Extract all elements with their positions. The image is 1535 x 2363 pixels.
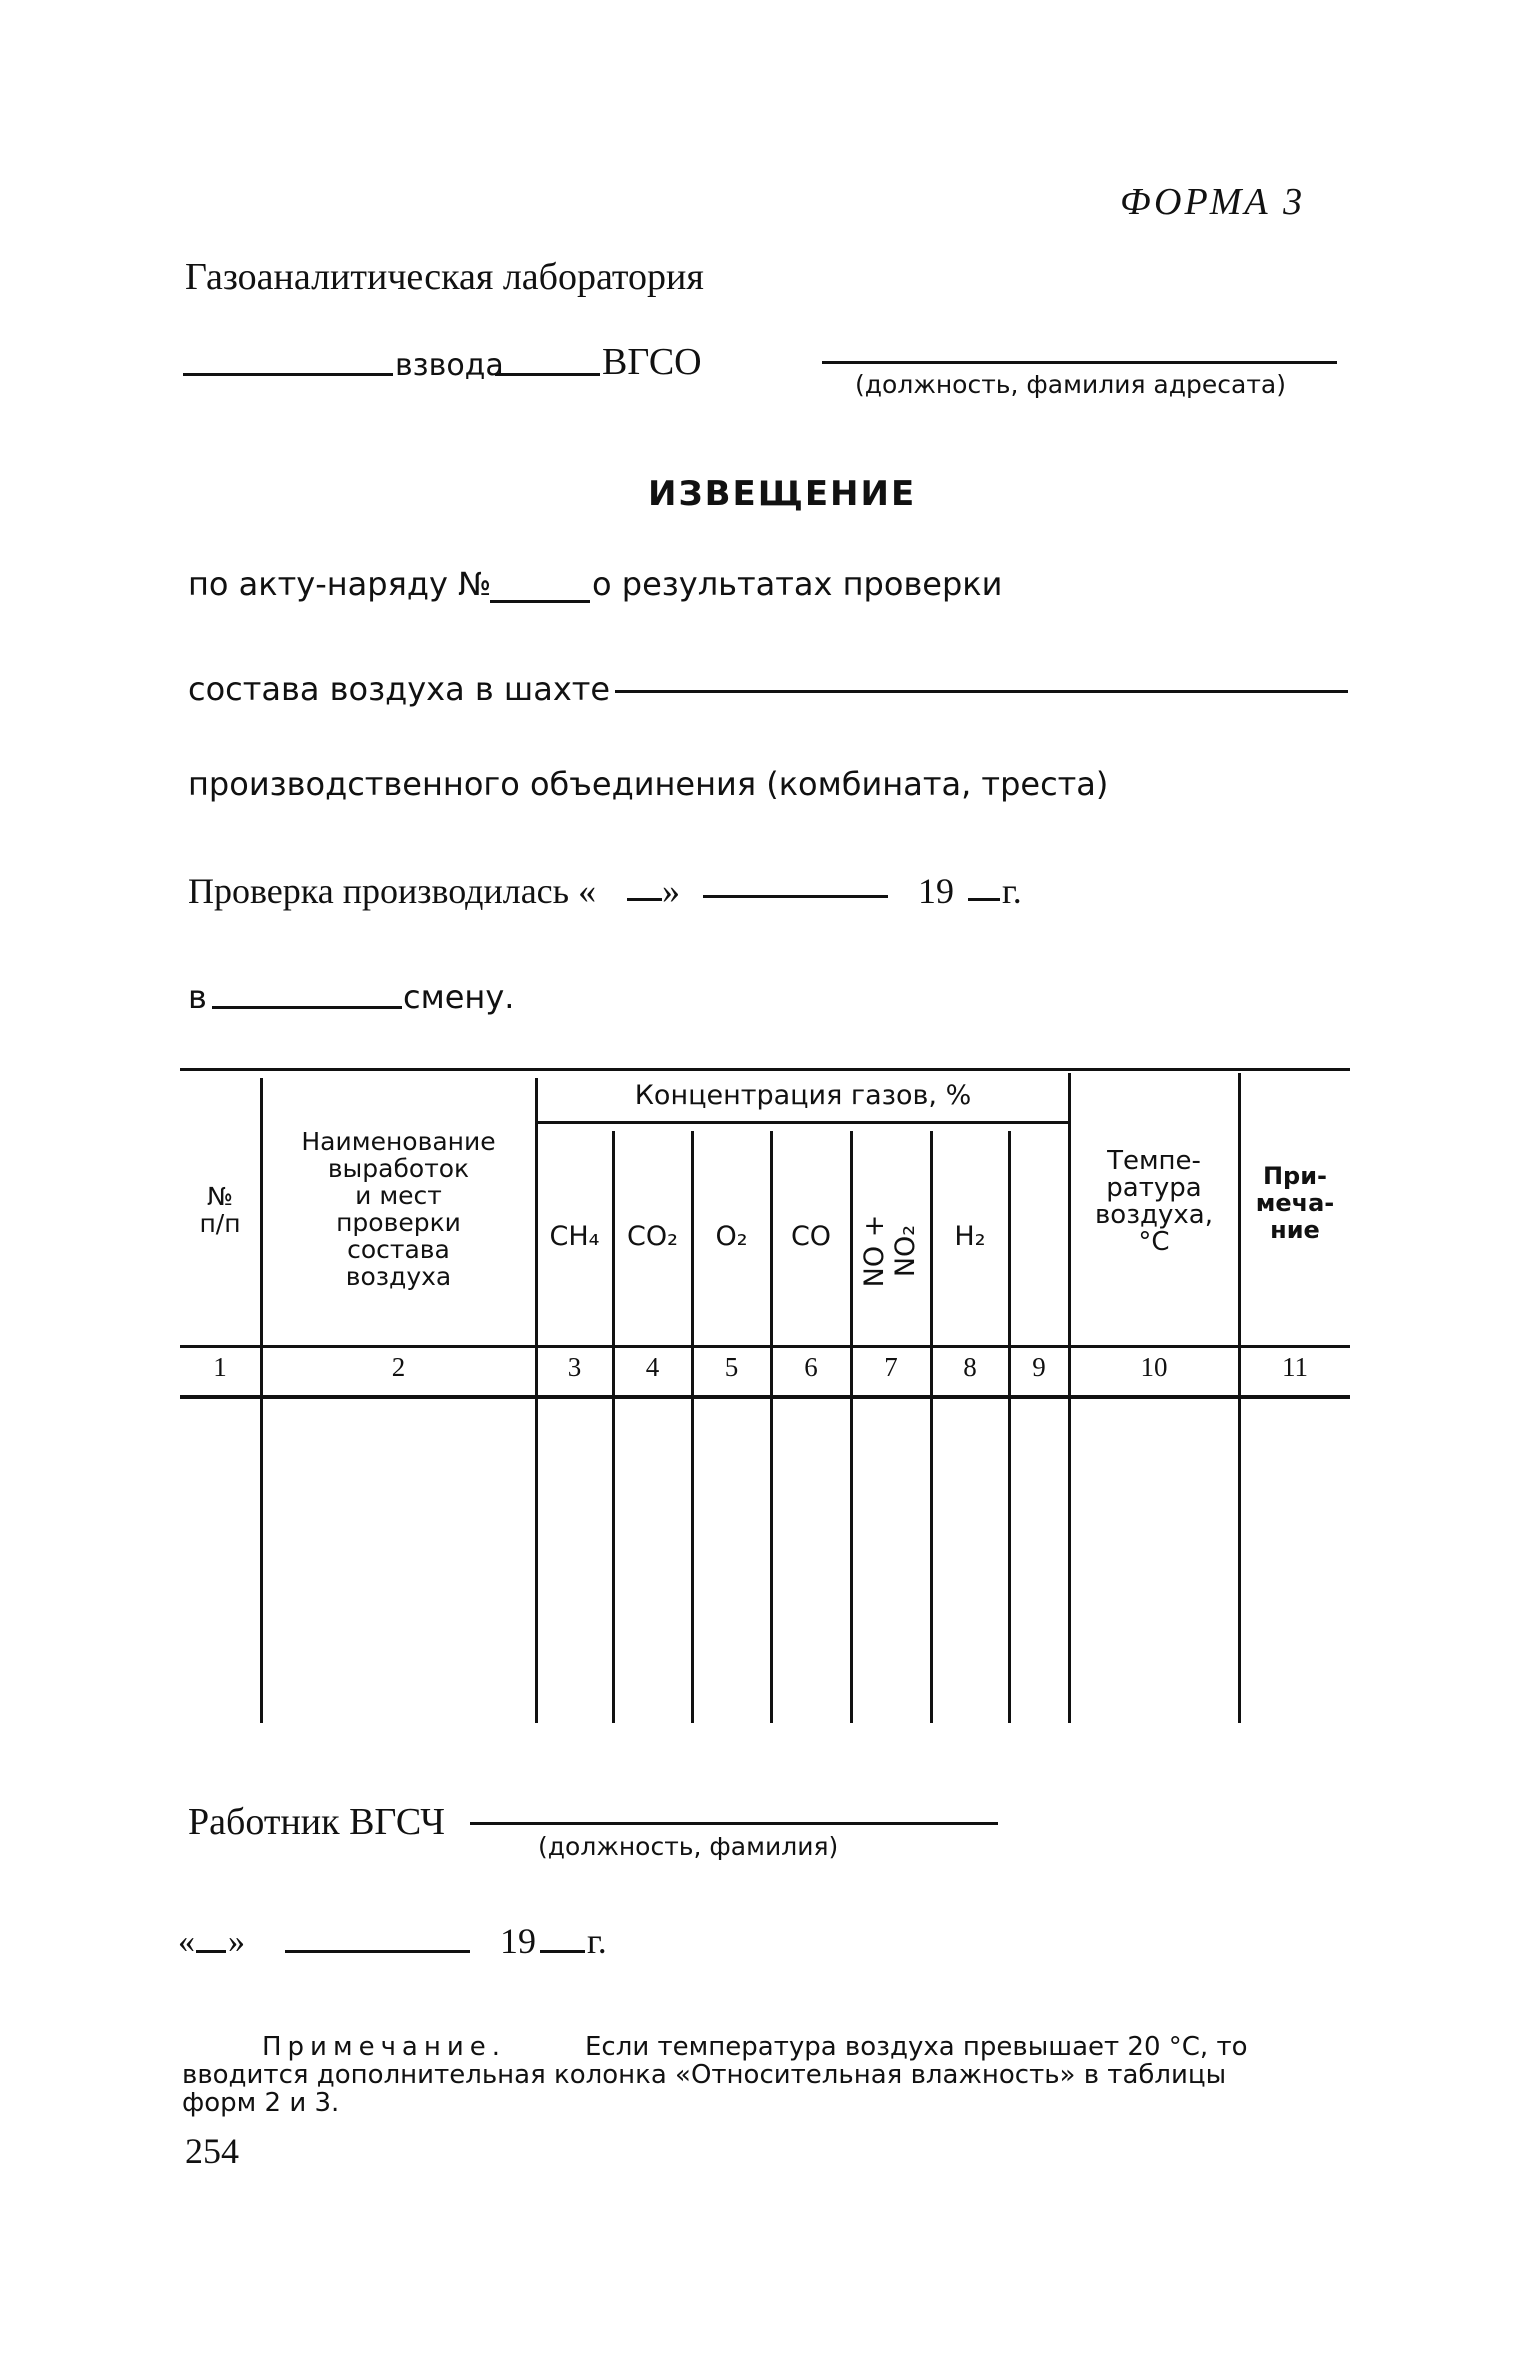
gas-no-no2: NO + NO₂ [859,1214,921,1288]
col2-header-line: и мест [355,1181,442,1210]
col10-header-line: °С [1138,1227,1170,1257]
date-close: » [228,1923,245,1960]
col-number: 8 [963,1352,977,1382]
table-vline [770,1131,773,1723]
act-prefix: по акту-наряду № [188,565,492,603]
note-text-2: вводится дополнительная колонка «Относительная влажность» в таблицы [182,2060,1227,2090]
gas-co: CO [790,1221,832,1252]
worker-line [470,1822,998,1825]
act-number-blank [490,600,590,603]
mine-line: состава воздуха в шахте [188,670,611,708]
col2-header-line: проверки [336,1208,461,1237]
date-month-blank [285,1950,470,1953]
gas-co2: CO₂ [627,1221,678,1252]
col-number: 6 [804,1352,818,1382]
col2-header-line: Наименование [301,1127,496,1156]
date-g: г. [587,1921,607,1961]
col11-header-line: При- [1262,1162,1328,1190]
date-year: 19 [500,1921,536,1961]
check-day-blank [627,898,662,901]
addressee-line [822,361,1337,364]
shift-suffix: смену. [403,978,515,1016]
table-vline [850,1131,853,1723]
numbers-bottom-rule [180,1395,1350,1399]
col2-header-line: воздуха [345,1262,452,1291]
gas-group-header: Концентрация газов, % [634,1080,972,1111]
gas-h2: H₂ [954,1221,986,1252]
col-number: 4 [645,1352,660,1382]
col2-header [262,1128,535,1290]
platoon-word: взвода [395,348,504,383]
gas-o2: O₂ [715,1221,748,1252]
mine-blank [615,690,1348,693]
worker-caption: (должность, фамилия) [538,1832,839,1861]
col-number: 2 [391,1352,406,1382]
gas-ch4: CH₄ [549,1221,600,1252]
act-suffix: о результатах проверки [592,565,1003,603]
col-number: 5 [724,1352,739,1382]
table-vline [930,1131,933,1723]
table-top-rule [180,1068,1350,1071]
header-bottom-rule [180,1345,1350,1348]
shift-prefix: в [188,978,207,1016]
page-title: ИЗВЕЩЕНИЕ [648,474,917,514]
col-number: 9 [1032,1352,1046,1382]
date-open: « [178,1923,195,1960]
gas-table [180,1068,1350,1723]
col11-header-line: ние [1270,1216,1320,1244]
shift-blank [212,1006,402,1009]
table-vline [691,1131,694,1723]
col-number: 3 [567,1352,582,1382]
table-vline [535,1078,538,1723]
vgso-blank [495,373,600,376]
date-day-blank [196,1950,226,1953]
col-number: 1 [213,1352,227,1382]
group-rule [538,1121,1068,1124]
col10-header-line: воздуха, [1094,1200,1213,1230]
col1-header-line: № [206,1182,233,1211]
page-number: 254 [185,2131,239,2171]
addressee-caption: (должность, фамилия адресата) [855,370,1286,399]
table-vline [612,1131,615,1723]
form-label: ФОРМА 3 [1120,181,1306,223]
col1-header [180,1183,260,1237]
col2-header-line: выработок [327,1154,470,1183]
lab-line: Газоаналитическая лаборатория [185,256,704,298]
note-text-3: форм 2 и 3. [182,2088,340,2118]
table-vline [1008,1131,1011,1723]
note-text-1: Если температура воздуха превышает 20 °С, то [585,2032,1248,2062]
worker-label: Работник ВГСЧ [188,1801,445,1843]
date-year-blank [540,1950,585,1953]
col11-header-line: меча- [1255,1189,1335,1217]
col2-header-line: состава [347,1235,450,1264]
check-year-blank [968,898,1000,901]
col10-header [1070,1148,1238,1256]
check-g: г. [1002,871,1022,911]
col1-header-line: п/п [199,1209,241,1238]
col10-header-line: ратура [1106,1173,1202,1203]
col-number: 11 [1282,1352,1308,1382]
check-prefix: Проверка производилась « [188,871,597,911]
vgso-word: ВГСО [602,341,702,383]
check-quote-close: » [662,871,680,911]
col-number: 7 [884,1352,898,1382]
note-label: Примечание. [262,2032,507,2062]
association-line: производственного объединения (комбината, треста) [188,765,1109,803]
check-month-blank [703,895,888,898]
col-number: 10 [1140,1352,1168,1382]
check-year: 19 [918,871,954,911]
col11-header [1240,1163,1350,1244]
platoon-blank [183,373,393,376]
col10-header-line: Темпе- [1107,1146,1201,1176]
